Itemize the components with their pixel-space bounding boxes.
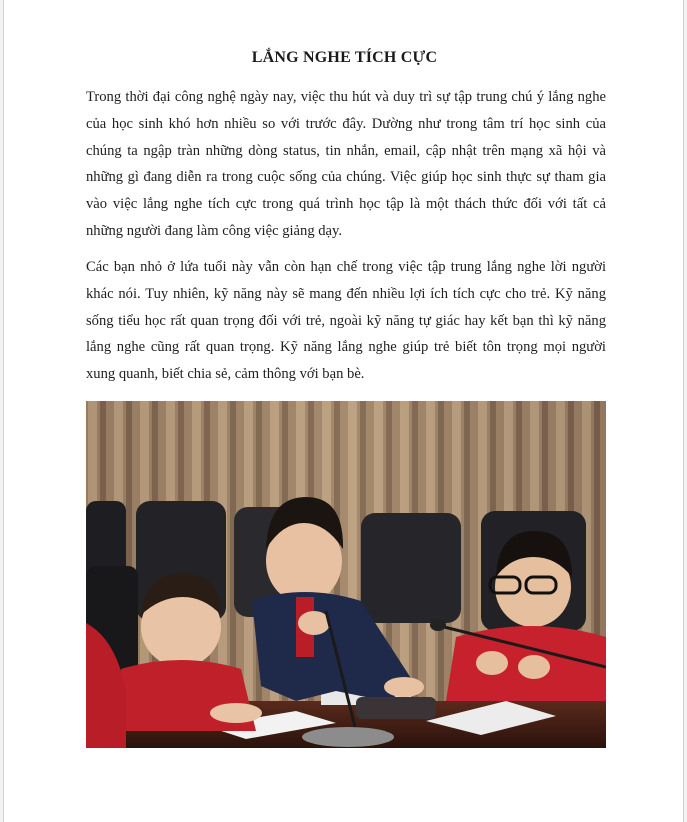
paragraph-2: Các bạn nhỏ ở lứa tuổi này vẫn còn hạn chế trong việc tập trung lắng nghe lời người khác nói. Tuy nhiên, kỹ năng này sẽ mang đến nhiều lợi ích tích cực cho trẻ. Kỹ năng sống tiểu học rất quan trọng đối với trẻ, ngoài kỹ năng tự giác hay kết bạn thì kỹ năng lắng nghe cũng rất quan trọng. Kỹ năng lắng nghe giúp trẻ biết tôn trọng mọi người xung quanh, biết chia sẻ, cảm thông với bạn bè. xyxy=(86,259,606,383)
photo-children-listening xyxy=(86,401,606,748)
document-title: LẮNG NGHE TÍCH CỰC xyxy=(251,49,438,66)
document-page xyxy=(3,0,684,822)
paragraph-1: Trong thời đại công nghệ ngày nay, việc thu hút và duy trì sự tập trung chú ý lắng nghe của học sinh khó hơn nhiều so với trước đây. Dường như trong tâm trí học sinh của chúng ta ngập tràn những dòng status, tin nhắn, email, cập nhật trên mạng xã hội và những gì đang diễn ra trong cuộc sống của chúng. Việc giúp học sinh thực sự tham gia vào việc lắng nghe tích cực trong quá trình học tập là một thách thức đối với tất cả những người đang làm công việc giảng dạy. xyxy=(86,89,606,239)
